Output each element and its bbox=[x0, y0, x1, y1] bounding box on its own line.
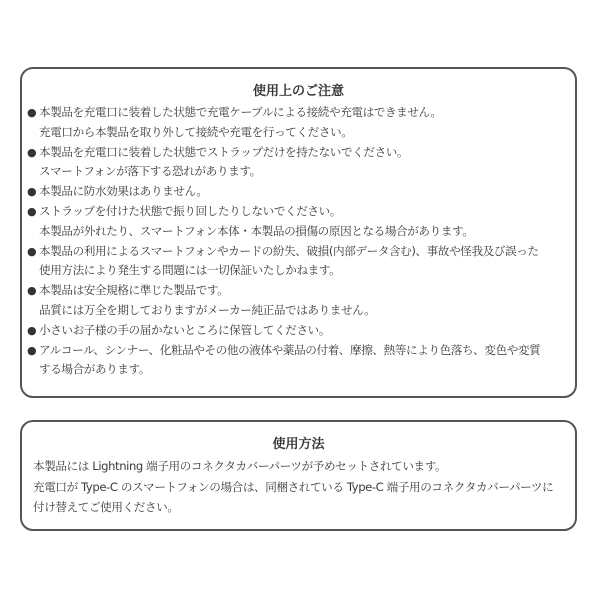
bullet-icon: ● bbox=[27, 204, 37, 218]
precaution-line bbox=[27, 301, 575, 321]
precaution-text: 本製品は安全規格に準じた製品です。 bbox=[39, 283, 229, 298]
precaution-text: 小さいお子様の手の届かないところに保管してください。 bbox=[39, 322, 331, 337]
precaution-text: する場合があります。 bbox=[39, 362, 151, 377]
precaution-text: アルコール、シンナー、化粧品やその他の液体や薬品の付着、摩擦、熱等により色落ち、変色や変質 bbox=[39, 342, 541, 357]
usage-line: 充電口が Type-C のスマートフォンの場合は、同梱されている Type-C 端子用のコネクタカバーパーツに bbox=[33, 479, 554, 494]
usage-box bbox=[20, 420, 577, 531]
usage-line: 付け替えてご使用ください。 bbox=[33, 500, 179, 514]
precaution-text: 品質には万全を期しておりますがメーカー純正品ではありません。 bbox=[39, 302, 376, 317]
precaution-line bbox=[27, 222, 575, 242]
precaution-text: ストラップを付けた状態で振り回したりしないでください。 bbox=[39, 203, 342, 218]
precaution-line bbox=[27, 261, 575, 281]
bullet-icon: ● bbox=[27, 244, 37, 258]
precaution-line bbox=[27, 162, 575, 182]
precaution-line bbox=[27, 360, 575, 380]
bullet-icon: ● bbox=[27, 106, 37, 119]
usage-line: 本製品には Lightning 端子用のコネクタカバーパーツが予めセットされています。 bbox=[33, 459, 447, 473]
precaution-line bbox=[27, 103, 575, 123]
precaution-line bbox=[27, 123, 575, 143]
precaution-text: 本製品を充電口に装着した状態で充電ケーブルによる接続や充電はできません。 bbox=[39, 105, 442, 119]
usage-title: 使用方法 bbox=[272, 437, 325, 452]
precautions-list bbox=[22, 103, 575, 380]
precautions-box bbox=[20, 67, 577, 398]
bullet-icon: ● bbox=[27, 343, 37, 357]
precaution-line bbox=[27, 202, 575, 222]
precaution-text: 本製品に防水効果はありません。 bbox=[39, 184, 208, 199]
precaution-text: スマートフォンが落下する恐れがあります。 bbox=[39, 164, 261, 179]
precaution-line bbox=[27, 242, 575, 262]
precaution-line bbox=[27, 143, 575, 163]
precaution-text: 本製品が外れたり、スマートフォン本体・本製品の損傷の原因となる場合があります。 bbox=[39, 223, 474, 238]
bullet-icon: ● bbox=[27, 323, 37, 337]
precaution-line bbox=[27, 281, 575, 301]
bullet-icon: ● bbox=[27, 284, 37, 298]
precaution-line bbox=[27, 321, 575, 341]
bullet-icon: ● bbox=[27, 145, 37, 159]
precaution-line bbox=[27, 182, 575, 202]
usage-list bbox=[22, 456, 575, 518]
precaution-text: 充電口から本製品を取り外して接続や充電を行ってください。 bbox=[39, 124, 353, 139]
precautions-title: 使用上のご注意 bbox=[252, 84, 344, 99]
precaution-line bbox=[27, 341, 575, 361]
bullet-icon: ● bbox=[27, 185, 37, 199]
precaution-text: 使用方法により発生する問題には一切保証いたしかねます。 bbox=[39, 263, 341, 278]
precaution-text: 本製品を充電口に装着した状態でストラップだけを持たないでください。 bbox=[39, 144, 409, 159]
precaution-text: 本製品の利用によるスマートフォンやカードの紛失、破損(内部データ含む)、事故や怪我及び誤った bbox=[39, 243, 539, 258]
